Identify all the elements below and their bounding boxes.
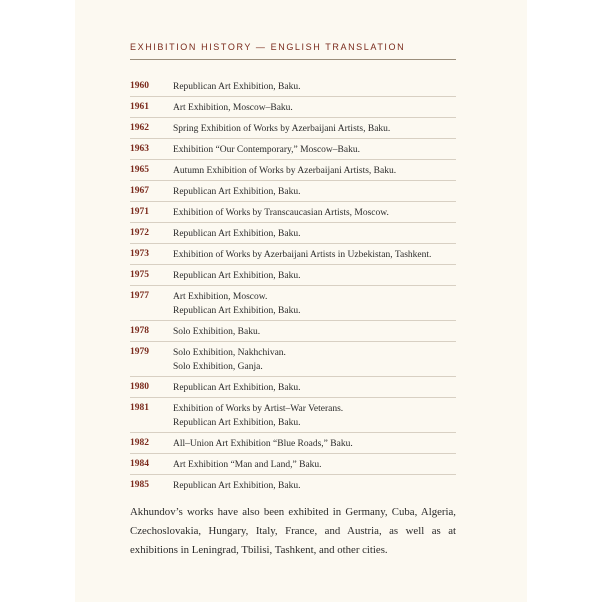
entry-description <box>173 269 456 280</box>
exhibition-entry <box>130 433 456 454</box>
entry-line: Republican Art Exhibition, Baku. <box>173 481 301 491</box>
exhibition-entry <box>130 475 456 496</box>
entry-description <box>173 248 456 259</box>
entry-year: 1981 <box>130 403 149 413</box>
entry-line: Exhibition of Works by Transcaucasian Artists, Moscow. <box>173 208 389 218</box>
entry-year: 1985 <box>130 480 149 490</box>
exhibition-entry <box>130 160 456 181</box>
entry-line: Art Exhibition, Moscow–Baku. <box>173 103 293 113</box>
exhibition-entry <box>130 181 456 202</box>
exhibition-entry <box>130 286 456 321</box>
entry-year: 1965 <box>130 165 149 175</box>
entry-year: 1973 <box>130 249 149 259</box>
exhibition-entry <box>130 321 456 342</box>
entry-year: 1978 <box>130 326 149 336</box>
exhibition-list <box>130 76 456 496</box>
entry-year: 1967 <box>130 186 149 196</box>
exhibition-entry <box>130 244 456 265</box>
entry-line: Solo Exhibition, Baku. <box>173 327 261 337</box>
entry-year: 1982 <box>130 438 149 448</box>
entry-description <box>173 143 456 154</box>
exhibition-entry <box>130 76 456 97</box>
entry-year: 1961 <box>130 102 149 112</box>
entry-line: Exhibition “Our Contemporary,” Moscow–Baku. <box>173 145 360 155</box>
entry-line: Republican Art Exhibition, Baku. <box>173 82 301 92</box>
entry-year: 1980 <box>130 382 149 392</box>
entry-line: Art Exhibition “Man and Land,” Baku. <box>173 460 322 470</box>
entry-line: Exhibition of Works by Artist–War Veterans. <box>173 404 344 414</box>
exhibition-entry <box>130 223 456 244</box>
entry-line: Republican Art Exhibition, Baku. <box>173 187 301 197</box>
entry-line: Solo Exhibition, Nakhchivan. <box>173 348 286 358</box>
entry-year: 1972 <box>130 228 149 238</box>
document-page <box>75 0 527 602</box>
exhibition-entry <box>130 202 456 223</box>
exhibition-entry <box>130 342 456 377</box>
entry-description <box>173 164 456 175</box>
entry-description <box>173 227 456 238</box>
entry-year: 1975 <box>130 270 149 280</box>
entry-description <box>173 381 456 392</box>
entry-description <box>173 185 456 196</box>
entry-line: Exhibition of Works by Azerbaijani Artists in Uzbekistan, Tashkent. <box>173 250 432 260</box>
entry-description <box>173 80 456 91</box>
entry-year: 1962 <box>130 123 149 133</box>
entry-line: Spring Exhibition of Works by Azerbaijani Artists, Baku. <box>173 124 391 134</box>
entry-description <box>173 437 456 448</box>
entry-line: Republican Art Exhibition, Baku. <box>173 271 301 281</box>
exhibition-entry <box>130 118 456 139</box>
entry-year: 1971 <box>130 207 149 217</box>
entry-line: Autumn Exhibition of Works by Azerbaijani Artists, Baku. <box>173 166 397 176</box>
entry-year: 1963 <box>130 144 149 154</box>
exhibition-entry <box>130 97 456 118</box>
exhibition-entry <box>130 377 456 398</box>
entry-description <box>173 206 456 217</box>
exhibition-entry <box>130 265 456 286</box>
entry-description <box>173 402 456 427</box>
entry-year: 1979 <box>130 347 149 357</box>
entry-year: 1960 <box>130 81 149 91</box>
entry-description <box>173 346 456 371</box>
exhibition-entry <box>130 139 456 160</box>
entry-line: Republican Art Exhibition, Baku. <box>173 418 301 428</box>
entry-description <box>173 290 456 315</box>
entry-line: Republican Art Exhibition, Baku. <box>173 306 301 316</box>
entry-year: 1977 <box>130 291 149 301</box>
entry-line: All–Union Art Exhibition “Blue Roads,” Baku. <box>173 439 353 449</box>
entry-line: Republican Art Exhibition, Baku. <box>173 383 301 393</box>
entry-line: Art Exhibition, Moscow. <box>173 292 268 302</box>
entry-description <box>173 122 456 133</box>
section-heading: EXHIBITION HISTORY — ENGLISH TRANSLATION <box>130 42 406 52</box>
entry-description <box>173 458 456 469</box>
heading-divider <box>130 59 456 60</box>
entry-line: Solo Exhibition, Ganja. <box>173 362 263 372</box>
entry-line: Republican Art Exhibition, Baku. <box>173 229 301 239</box>
closing-paragraph: Akhundov’s works have also been exhibited in Germany, Cuba, Algeria, Czechoslovakia, Hungary, Italy, France, and Austria, as well as at exhibitions in Leningrad, Tbilisi, Tashkent, and other cities. <box>130 505 456 556</box>
exhibition-entry <box>130 398 456 433</box>
exhibition-entry <box>130 454 456 475</box>
entry-description <box>173 479 456 491</box>
entry-description <box>173 325 456 336</box>
entry-year: 1984 <box>130 459 149 469</box>
entry-description <box>173 101 456 112</box>
